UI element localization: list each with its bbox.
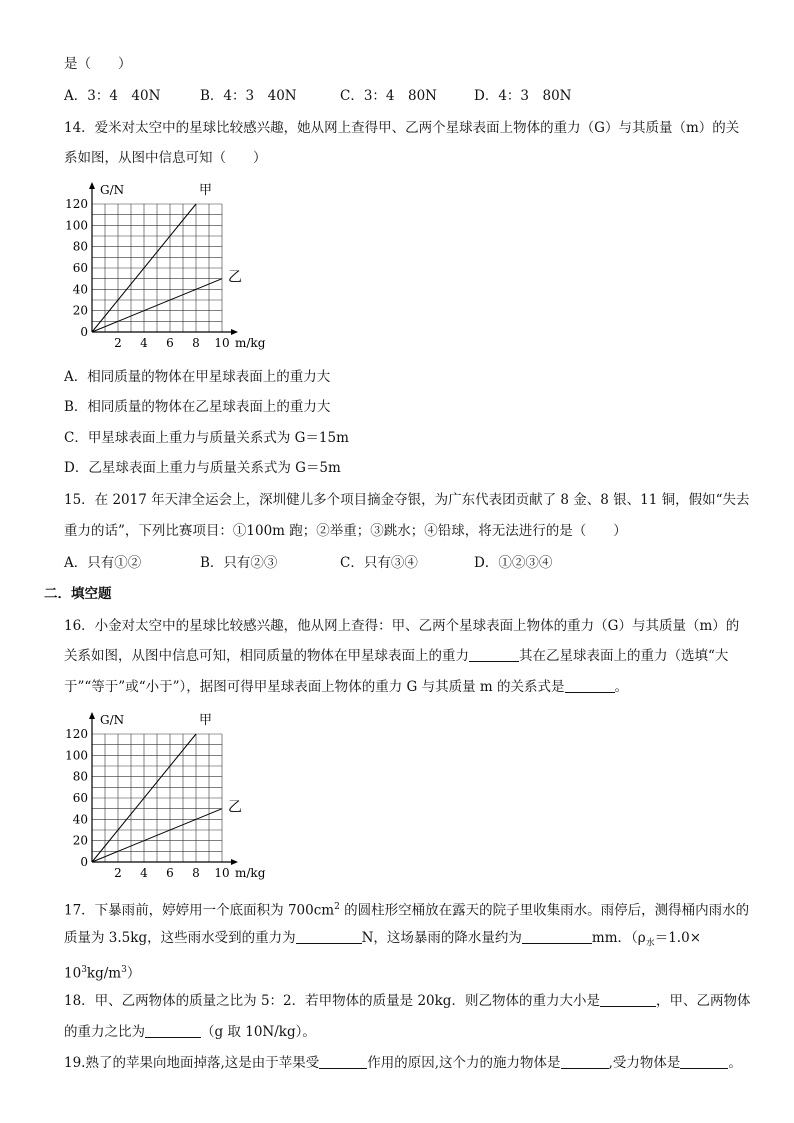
q16-blank-2[interactable]: [565, 678, 615, 693]
y-tick-label: 40: [72, 812, 88, 827]
q17-text-3b: kg/m: [86, 965, 122, 982]
x-tick-label: 8: [192, 866, 200, 880]
q15-option-d: D．①②③④: [474, 555, 553, 571]
q18-text-2a: 的重力之比为: [64, 1024, 145, 1040]
q14-option-b: B．相同质量的物体在乙星球表面上的重力大: [64, 399, 331, 415]
q15-stem-line1: 15．在 2017 年天津全运会上，深圳健儿多个项目摘金夺银，为广东代表团贡献了 8 金、8 银、11 铜，假如“失去: [64, 492, 750, 508]
q16-text-2b: 其在乙星球表面上的重力（选填“大: [519, 648, 729, 664]
x-tick-label: 4: [140, 336, 148, 350]
q14-stem-line1: 14．爱米对太空中的星球比较感兴趣，她从网上查得甲、乙两个星球表面上物体的重力（G）与其质量（m）的关: [64, 120, 740, 136]
q15-option-c: C．只有③④: [340, 555, 418, 571]
y-tick-label: 60: [72, 261, 88, 275]
q18-blank-1[interactable]: [600, 992, 656, 1007]
y-tick-label: 60: [72, 791, 88, 805]
x-tick-label: 10: [214, 866, 230, 880]
q19-stem: [64, 1053, 742, 1073]
y-tick-label: 80: [72, 769, 88, 784]
q19-blank-2[interactable]: [561, 1054, 609, 1069]
q17-text-1b: 的圆柱形空桶放在露天的院子里收集雨水。雨停后，测得桶内雨水的: [339, 902, 750, 919]
q19-blank-3[interactable]: [680, 1054, 728, 1069]
q19-text-c: ,受力物体是: [608, 1055, 681, 1071]
q17-sup-exp: 3: [81, 965, 87, 975]
q16-text-3a: 于”“等于”或“小于”），据图可得甲星球表面上物体的重力 G 与其质量 m 的关系式是: [64, 679, 565, 695]
q15-option-b: B．只有②③: [200, 555, 278, 571]
y-tick-label: 120: [65, 197, 88, 211]
q17-blank-1[interactable]: [296, 929, 362, 944]
y-tick-label: 20: [72, 833, 88, 848]
section-fill-in-blank-heading: 二．填空题: [44, 586, 112, 602]
q16-text-2a: 关系如图，从图中信息可知，相同质量的物体在甲星球表面上的重力: [64, 648, 469, 664]
y-tick-label: 120: [65, 727, 88, 741]
q15-stem-line2: 重力的话”，下列比赛项目：①100m 跑；②举重；③跳水；④铅球，将无法进行的是（ ）: [64, 523, 627, 539]
x-axis-label: m/kg: [235, 866, 266, 880]
q17-stem-line2: [64, 928, 701, 954]
y-axis-arrow: [89, 712, 95, 719]
x-tick-label: 10: [214, 336, 230, 350]
series-label-yi: 乙: [228, 269, 242, 286]
y-tick-label: 0: [80, 855, 88, 869]
q13-option-c: C．3：4 80N: [340, 88, 437, 104]
y-axis-label: G/N: [100, 183, 125, 197]
q14-graph: [64, 180, 284, 352]
x-axis-label: m/kg: [235, 336, 266, 350]
q16-stem-line1: 16．小金对太空中的星球比较感兴趣，他从网上查得：甲、乙两个星球表面上物体的重力（G）与其质量（m）的: [64, 618, 740, 634]
q17-sup-area: 2: [334, 902, 340, 912]
q13-option-d: D．4：3 80N: [474, 88, 572, 104]
q18-blank-2[interactable]: [145, 1023, 201, 1038]
series-label-jia: 甲: [199, 183, 213, 198]
q17-sub-water: 水: [645, 938, 655, 949]
series-label-jia: 甲: [199, 713, 213, 728]
q14-option-c: C．甲星球表面上重力与质量关系式为 G＝15m: [64, 430, 349, 446]
q16-graph: [64, 710, 284, 882]
x-tick-label: 6: [166, 336, 174, 350]
q16-text-3b: 。: [614, 679, 629, 695]
q18-stem-line2: [64, 1022, 316, 1042]
y-axis-arrow: [89, 182, 95, 189]
q17-blank-2[interactable]: [522, 929, 592, 944]
q17-sup-cube: 3: [121, 965, 127, 975]
q17-text-3c: ）: [126, 965, 141, 982]
x-tick-label: 8: [192, 336, 200, 350]
y-tick-label: 20: [72, 303, 88, 318]
q18-stem-line1: [64, 991, 750, 1011]
q16-blank-1[interactable]: [469, 647, 519, 662]
q18-text-1a: 18．甲、乙两物体的质量之比为 5：2．若甲物体的质量是 20kg．则乙物体的重力大小是: [64, 993, 600, 1009]
q16-stem-line3: [64, 677, 628, 697]
q19-blank-1[interactable]: [319, 1054, 367, 1069]
y-tick-label: 80: [72, 239, 88, 254]
x-tick-label: 2: [114, 866, 122, 880]
y-axis-label: G/N: [100, 713, 125, 727]
x-tick-label: 6: [166, 866, 174, 880]
x-tick-label: 2: [114, 336, 122, 350]
q18-text-2b: （g 取 10N/kg）。: [201, 1024, 316, 1040]
q17-text-2c: mm．（ρ: [591, 930, 646, 946]
q18-text-1b: ，甲、乙两物体: [655, 993, 751, 1009]
x-tick-label: 4: [140, 866, 148, 880]
q13-option-b: B．4：3 40N: [200, 88, 297, 104]
series-label-yi: 乙: [228, 799, 242, 816]
q16-stem-line2: [64, 646, 728, 666]
q19-text-a: 19.熟了的苹果向地面掉落,这是由于苹果受: [64, 1055, 320, 1071]
y-tick-label: 0: [80, 325, 88, 339]
q17-stem-line1: [64, 897, 749, 921]
q14-stem-line2: 系如图，从图中信息可知（ ）: [64, 150, 267, 166]
y-tick-label: 100: [65, 218, 88, 233]
q19-text-d: 。: [728, 1055, 742, 1071]
y-tick-label: 100: [65, 748, 88, 763]
q17-stem-line3: [64, 960, 140, 984]
q13-stem-tail: 是（ ）: [64, 56, 132, 72]
q17-text-2b: N，这场暴雨的降水量约为: [361, 930, 522, 946]
q19-text-b: 作用的原因,这个力的施力物体是: [367, 1055, 561, 1071]
q14-option-d: D．乙星球表面上重力与质量关系式为 G＝5m: [64, 460, 341, 476]
x-axis-arrow: [231, 859, 238, 865]
q17-text-1a: 17．下暴雨前，婷婷用一个底面积为 700cm: [64, 902, 335, 919]
y-tick-label: 40: [72, 282, 88, 297]
x-axis-arrow: [231, 329, 238, 335]
q17-text-2d: ＝1.0×: [654, 930, 701, 946]
q14-option-a: A．相同质量的物体在甲星球表面上的重力大: [64, 369, 331, 385]
q17-text-3a: 10: [64, 965, 82, 982]
q15-option-a: A．只有①②: [64, 555, 142, 571]
q17-text-2a: 质量为 3.5kg，这些雨水受到的重力为: [64, 930, 296, 946]
q13-option-a: A．3：4 40N: [64, 88, 161, 104]
